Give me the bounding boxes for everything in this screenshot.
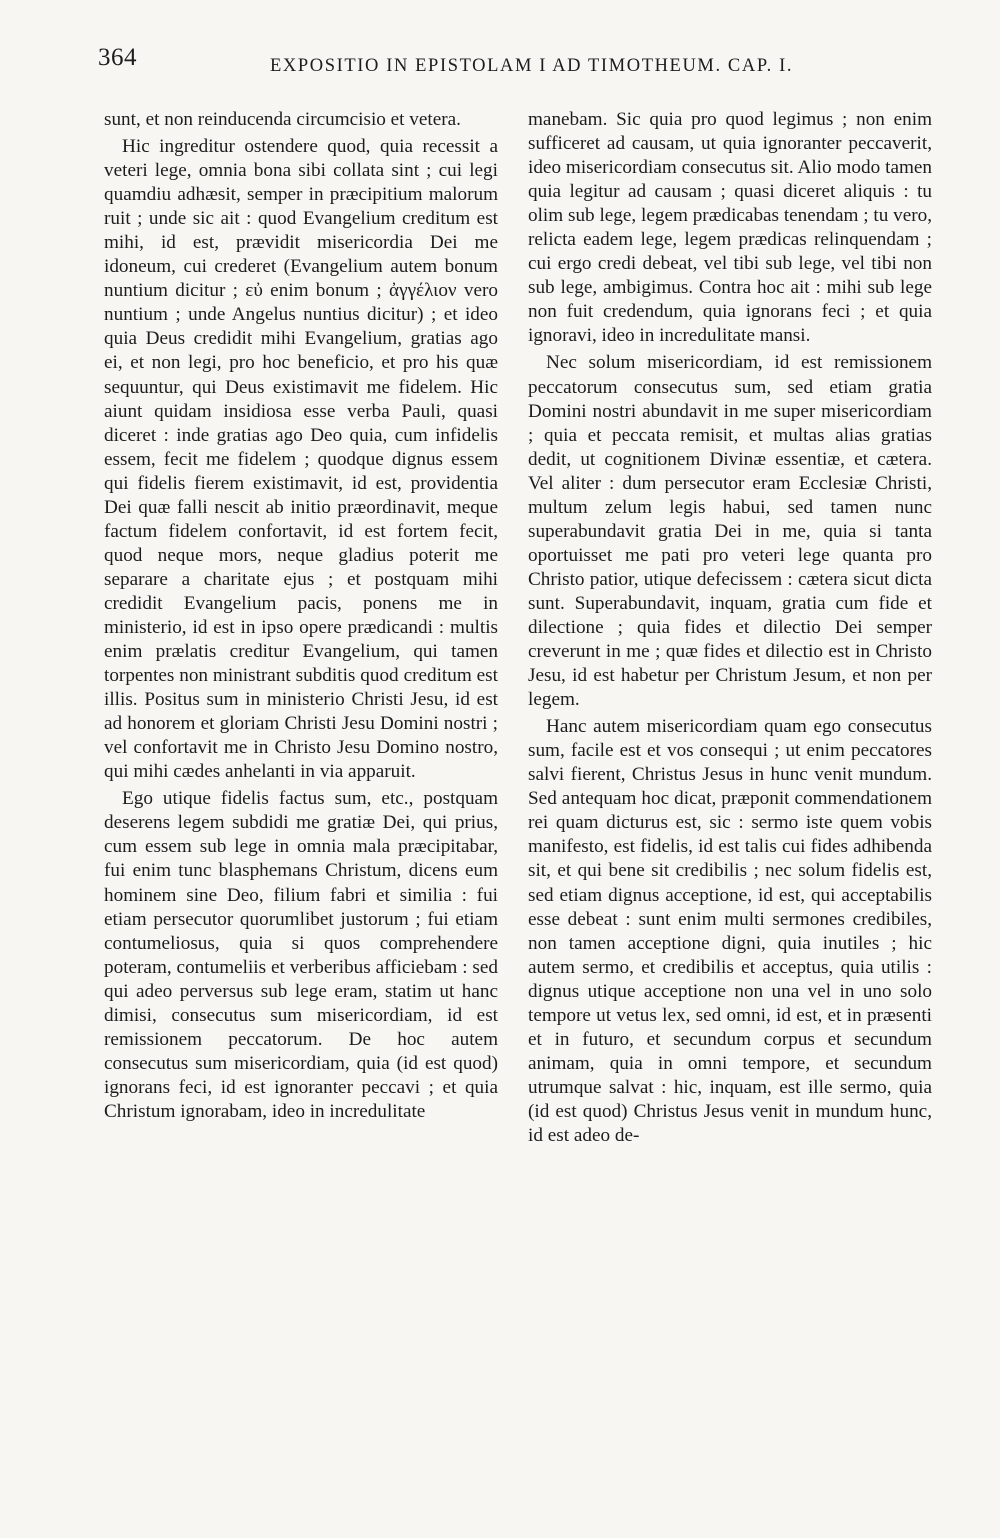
page-number: 364 — [98, 44, 137, 71]
paragraph: sunt, et non reinducenda circumcisio et vetera. — [104, 109, 461, 130]
running-title: EXPOSITIO IN EPISTOLAM I AD TIMOTHEUM. CAP. I. — [270, 56, 794, 76]
paragraph: Hanc autem misericordiam quam ego consecutus sum, facile est et vos consequi ; ut enim peccatores salvi fierent, Christus Jesus in hunc venit mundum. Sed antequam hoc dicat, præponit commendationem rei quam dicturus est, sic : sermo iste quem vobis manifesto, est fidelis, id est talis cui fides adhibenda sit, et qui bene sit credibilis ; nec solum fidelis est, sed etiam dignus acceptione, id est, qui acceptabilis esse debeat : sunt enim multi sermones credibiles, non tamen acceptione digni, quia inutiles ; hic autem sermo, et credibilis et acceptus, quia utilis : dignus utique acceptione non una vel in uno solo tempore ut vetus lex, sed omni, id est, et in præsenti et in futuro, et secundum corpus et secundum animam, quia in omni tempore, et secundum utrumque salvat : hic, inquam, est ille sermo, quia (id est quod) Christus Jesus venit in mundum hunc, id est adeo de- — [528, 716, 932, 1146]
paragraph: Nec solum misericordiam, id est remissionem peccatorum consecutus sum, sed etiam gratia Domini nostri abundavit in me super misericordiam ; quia et peccata remisit, et multas alias gratias dedit, ut cognitionem Divinæ essentiæ, et cætera. Vel aliter : dum persecutor eram Ecclesiæ Christi, multum zelum legis habui, sed tamen nunc superabundavit gratia Dei in me, quia si tanta oportuisset me pati pro veteri lege quanta pro Christo patior, utique defecissem : cætera sicut dicta sunt. Superabundavit, inquam, gratia cum fide et dilectione ; quia fides et dilectio Dei semper creverunt in me ; quæ fides et dilectio est in Christo Jesu, id est habetur per Christum Jesum, et non per legem. — [528, 352, 932, 711]
paragraph: Hic ingreditur ostendere quod, quia recessit a veteri lege, omnia bona sibi collata sint ; cui legi quamdiu adhæsit, semper in præcipitium malorum ruit ; unde sic ait : quod Evangelium creditum est mihi, id est, prævidit misericordia Dei me idoneum, cui crederet (Evangelium autem bonum nuntium dicitur ; εὐ enim bonum ; ἀγγέλιον vero nuntium ; unde Angelus nuntius dicitur) ; et ideo quia Deus credidit mihi Evangelium, gratias ago ei, et non legi, pro hoc beneficio, et pro his quæ sequuntur, qui Deus existimavit me fidelem. Hic aiunt quidam insidiosa esse verba Pauli, quasi diceret : inde gratias ago Deo quia, cum infidelis essem, fecit me fidelem ; quodque dignus essem qui fidelis fierem existimavit, id est, providentia Dei quæ falli nescit ab initio præordinavit, meque factum fidelem confortavit, id est fortem fecit, quod neque mors, neque gladius poterit me separare a charitate ejus ; et postquam mihi credidit Evangelium pacis, ponens me in ministerio, id est in ipso opere prædicandi : multis enim prælatis creditur Evangelium, qui tamen torpentes non ministrant subditis quod creditum est illis. Positus sum in ministerio Christi Jesu, id est ad honorem et gloriam Christi Jesu Domini nostri ; vel confortavit me in Christo Jesu Domino nostro, qui mihi cædes anhelanti in via apparuit. — [104, 136, 498, 783]
paragraph: manebam. Sic quia pro quod legimus ; non enim sufficeret ad causam, ut quia ignoranter peccaverit, ideo misericordiam consecutus sit. Alio modo tamen quia legitur ad causam ; quasi diceret aliquis : tu olim sub lege, legem prædicabas tenendam ; tu vero, relicta eadem lege, legem prædicas relinquendam ; cui ergo credi debeat, vel tibi sub lege, vel tibi non sub lege, ambigimus. Contra hoc ait : mihi sub lege non fuit credendum, quia ignorans feci ; et quia ignoravi, ideo in incredulitate mansi. — [528, 109, 932, 347]
left-column — [104, 108, 498, 1124]
paragraph: Ego utique fidelis factus sum, etc., postquam deserens legem subdidi me gratiæ Dei, qui prius, cum essem sub lege in omnia mala præcipitabar, fui enim tunc blasphemans Christum, dicens eum hominem sine Deo, filium fabri et similia : fui etiam persecutor quorumlibet justorum ; fui etiam contumeliosus, quia si quos comprehendere poteram, contumeliis et verberibus afficiebam : sed qui adeo perversus sub lege eram, statim ut hanc dimisi, consecutus sum misericordiam, id est remissionem peccatorum. De hoc autem consecutus sum misericordiam, quia (id est quod) ignorans feci, id est ignoranter peccavi ; et quia Christum ignorabam, ideo in incredulitate — [104, 788, 498, 1122]
page-header — [98, 42, 818, 82]
right-column — [528, 108, 932, 1148]
